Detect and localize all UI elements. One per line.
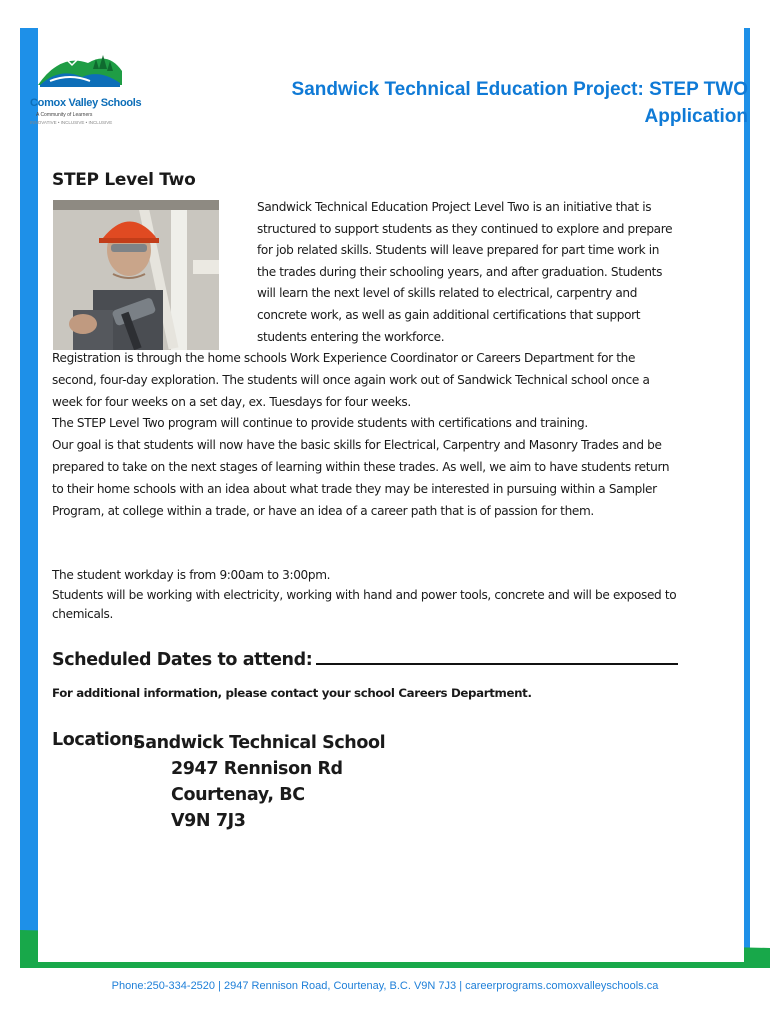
workday-block (52, 566, 682, 625)
location-name: Sandwick Technical School (133, 733, 386, 753)
logo-name: Comox Valley Schools (30, 97, 142, 109)
intro-paragraph (257, 197, 677, 348)
workday-text: The student workday is from 9:00am to 3:00pm. (52, 568, 331, 582)
scheduled-dates-blank[interactable] (316, 649, 678, 665)
registration-text: Registration is through the home schools Work Experience Coordinator or Careers Department for the second, four-day exploration. The students will once again work out of Sandwick Technical school once a week for four weeks on a set day, ex. Tuesdays for four weeks. (52, 351, 650, 409)
goal-text: Our goal is that students will now have the basic skills for Electrical, Carpentry and Masonry Trades and be prepared to take on the next stages of learning within these trades. As well, we aim to have students return to their home schools with an idea about what trade they may be interested in pursuing within a Sampler Program, at college within a trade, or have an idea of a career path that is of passion for them. (52, 438, 670, 518)
location-street: 2947 Rennison Rd (171, 759, 343, 779)
location-address (133, 730, 385, 834)
intro-text: Sandwick Technical Education Project Level Two is an initiative that is structured to support students as they continued to explore and prepare for job related skills. Students will leave prepared for part time work in the trades during their schooling years, and after graduation. Students will learn the next level of skills related to electrical, carpentry and concrete work, as well as gain additional certifications that support students entering the workforce. (257, 200, 673, 344)
scheduled-dates-label: Scheduled Dates to attend: (52, 650, 313, 670)
logo-subline: INNOVATIVE • INCLUSIVE • INCLUSIVE (30, 120, 113, 125)
location-city: Courtenay, BC (171, 785, 305, 805)
location-postal: V9N 7J3 (171, 811, 246, 831)
title-line-2: Application (644, 106, 748, 127)
page-title (228, 76, 748, 130)
section-heading: STEP Level Two (52, 170, 196, 190)
footer-contact: Phone:250-334-2520 | 2947 Rennison Road, Courtenay, B.C. V9N 7J3 | careerprograms.comoxvalleyschools.ca (111, 980, 659, 992)
logo-tagline: A Community of Learners (36, 112, 93, 118)
contact-note: For additional information, please contact your school Careers Department. (52, 686, 532, 700)
scheduled-dates (52, 649, 678, 670)
hazards-text: Students will be working with electricity, working with hand and power tools, concrete and will be exposed to chemicals. (52, 587, 677, 621)
program-text: The STEP Level Two program will continue to provide students with certifications and training. (52, 416, 588, 431)
location-label: Location: (52, 730, 140, 750)
student-photo (53, 200, 219, 350)
body-paragraphs (52, 348, 682, 522)
title-line-1: Sandwick Technical Education Project: STEP TWO (291, 79, 748, 100)
